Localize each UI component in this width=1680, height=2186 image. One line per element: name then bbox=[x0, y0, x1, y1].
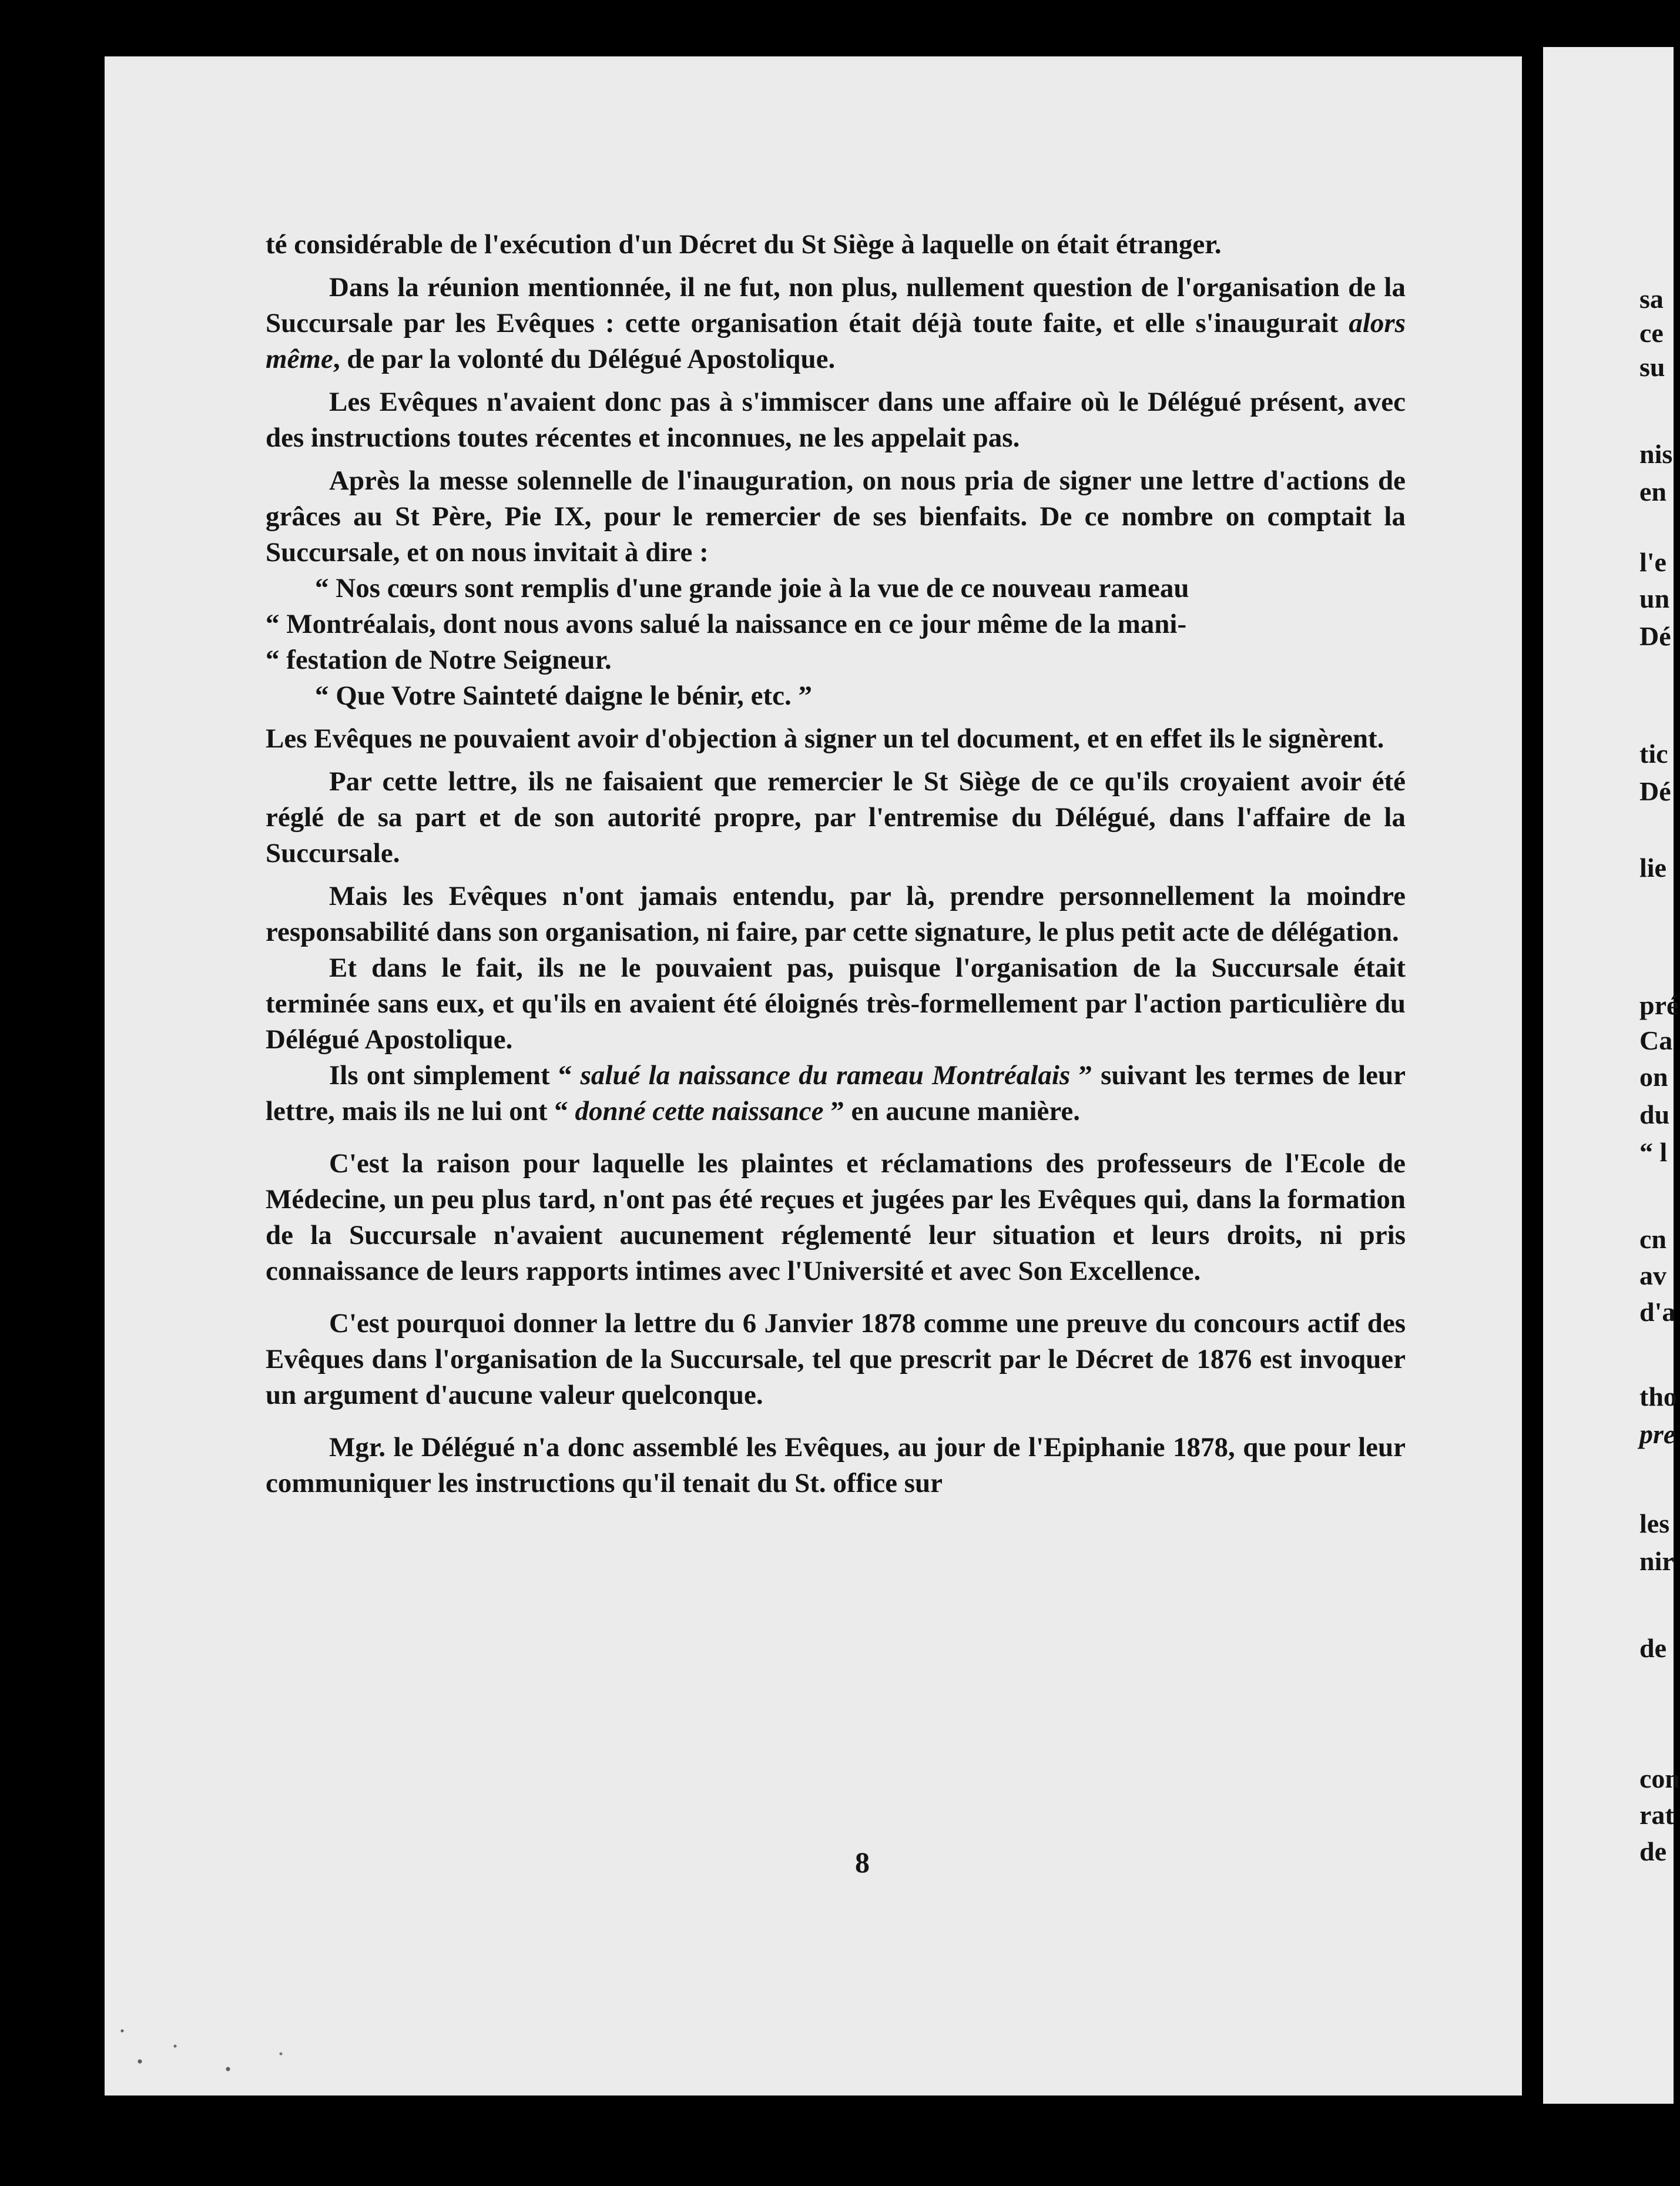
fragment: l'e bbox=[1639, 547, 1666, 577]
fragment: un bbox=[1639, 584, 1670, 613]
quote-line: “ Que Votre Sainteté daigne le bénir, etc. ” bbox=[315, 680, 812, 711]
paragraph: Par cette lettre, ils ne faisaient que remercier le St Siège de ce qu'ils croyaient avoir été réglé de sa part et de son autorité propre, par l'entremise du Délégué, dans l'affaire de la Succursale. bbox=[266, 766, 1406, 869]
fragment: du bbox=[1639, 1099, 1670, 1129]
fragment: cn bbox=[1639, 1224, 1666, 1254]
quote-line: “ Montréalais, dont nous avons salué la naissance en ce jour même de la mani- bbox=[266, 609, 1187, 639]
paragraph: té considérable de l'exécution d'un Décret du St Siège à laquelle on était étranger. bbox=[266, 229, 1222, 260]
fragment: d'a bbox=[1639, 1297, 1676, 1327]
fragment: de bbox=[1639, 1836, 1666, 1866]
fragment: tic bbox=[1639, 739, 1668, 769]
fragment: on bbox=[1639, 1062, 1668, 1092]
fragment: rat bbox=[1639, 1800, 1674, 1830]
fragment: “ l bbox=[1639, 1137, 1668, 1167]
paragraph: Les Evêques n'avaient donc pas à s'immiscer dans une affaire où le Délégué présent, avec des instructions toutes récentes et inconnues, ne les appelait pas. bbox=[266, 387, 1406, 453]
paragraph: Dans la réunion mentionnée, il ne fut, non plus, nullement question de l'organisation de la Succursale par les Evêques : cette organisation était déjà toute faite, et elle s'inaugurait alors même, de par la volonté du Délégué Apostolique. bbox=[266, 272, 1406, 374]
fragment: sa bbox=[1639, 284, 1664, 314]
paragraph: C'est pourquoi donner la lettre du 6 Janvier 1878 comme une preuve du concours actif des Evêques dans l'organisation de la Succursale, tel que prescrit par le Décret de 1876 est invoquer un argument d'aucune valeur quelconque. bbox=[266, 1308, 1406, 1410]
quote-line: “ Nos cœurs sont remplis d'une grande joie à la vue de ce nouveau rameau bbox=[315, 573, 1189, 604]
fragment: ce bbox=[1639, 318, 1664, 348]
fragment: de bbox=[1639, 1633, 1666, 1663]
fragment: Ca bbox=[1639, 1025, 1673, 1055]
paragraph: Mgr. le Délégué n'a donc assemblé les Evêques, au jour de l'Epiphanie 1878, que pour leur communiquer les instructions qu'il tenait du St. office sur bbox=[266, 1432, 1406, 1498]
scan-speckle bbox=[105, 1939, 457, 2092]
paragraph: Après la messe solennelle de l'inauguration, on nous pria de signer une lettre d'actions de grâces au St Père, Pie IX, pour le remercier de ses bienfaits. De ce nombre on comptait la Succursale, et on nous invitait à dire : bbox=[266, 465, 1406, 568]
fragment: su bbox=[1639, 352, 1665, 382]
paragraph: Les Evêques ne pouvaient avoir d'objection à signer un tel document, et en effet ils le signèrent. bbox=[266, 723, 1384, 754]
fragment: pré bbox=[1639, 990, 1679, 1020]
page-number: 8 bbox=[855, 1846, 870, 1879]
fragment: tho bbox=[1639, 1382, 1677, 1411]
fragment: pre bbox=[1639, 1419, 1676, 1449]
body-text bbox=[266, 227, 1406, 1501]
fragment: nis bbox=[1639, 439, 1673, 469]
fragment: av bbox=[1639, 1260, 1666, 1290]
fragment: lie bbox=[1639, 853, 1666, 883]
paragraph: C'est la raison pour laquelle les plaintes et réclamations des professeurs de l'Ecole de Médecine, un peu plus tard, n'ont pas été reçues et jugées par les Evêques qui, dans la formation de la Succursale n'avaient aucunement réglementé leur situation et leurs droits, ni pris connaissance de leurs rapports intimes avec l'Université et avec Son Excellence. bbox=[266, 1148, 1406, 1286]
paragraph: Mais les Evêques n'ont jamais entendu, par là, prendre personnellement la moindre responsabilité dans son organisation, ni faire, par cette signature, le plus petit acte de délégation. bbox=[266, 881, 1406, 947]
fragment: les bbox=[1639, 1508, 1670, 1538]
fragment: nir bbox=[1639, 1546, 1674, 1576]
quote-line: “ festation de Notre Seigneur. bbox=[266, 645, 612, 675]
fragment: en bbox=[1639, 477, 1666, 507]
fragment: Dé bbox=[1639, 621, 1671, 651]
fragment: con bbox=[1639, 1763, 1680, 1793]
paragraph: Et dans le fait, ils ne le pouvaient pas, puisque l'organisation de la Succursale était terminée sans eux, et qu'ils en avaient été éloignés très-formellement par l'action particulière du Délégué Apostolique. bbox=[266, 953, 1406, 1055]
paragraph: Ils ont simplement “ salué la naissance du rameau Montréalais ” suivant les termes de leur lettre, mais ils ne lui ont “ donné cette naissance ” en aucune manière. bbox=[266, 1060, 1406, 1126]
fragment: Dé bbox=[1639, 776, 1671, 806]
